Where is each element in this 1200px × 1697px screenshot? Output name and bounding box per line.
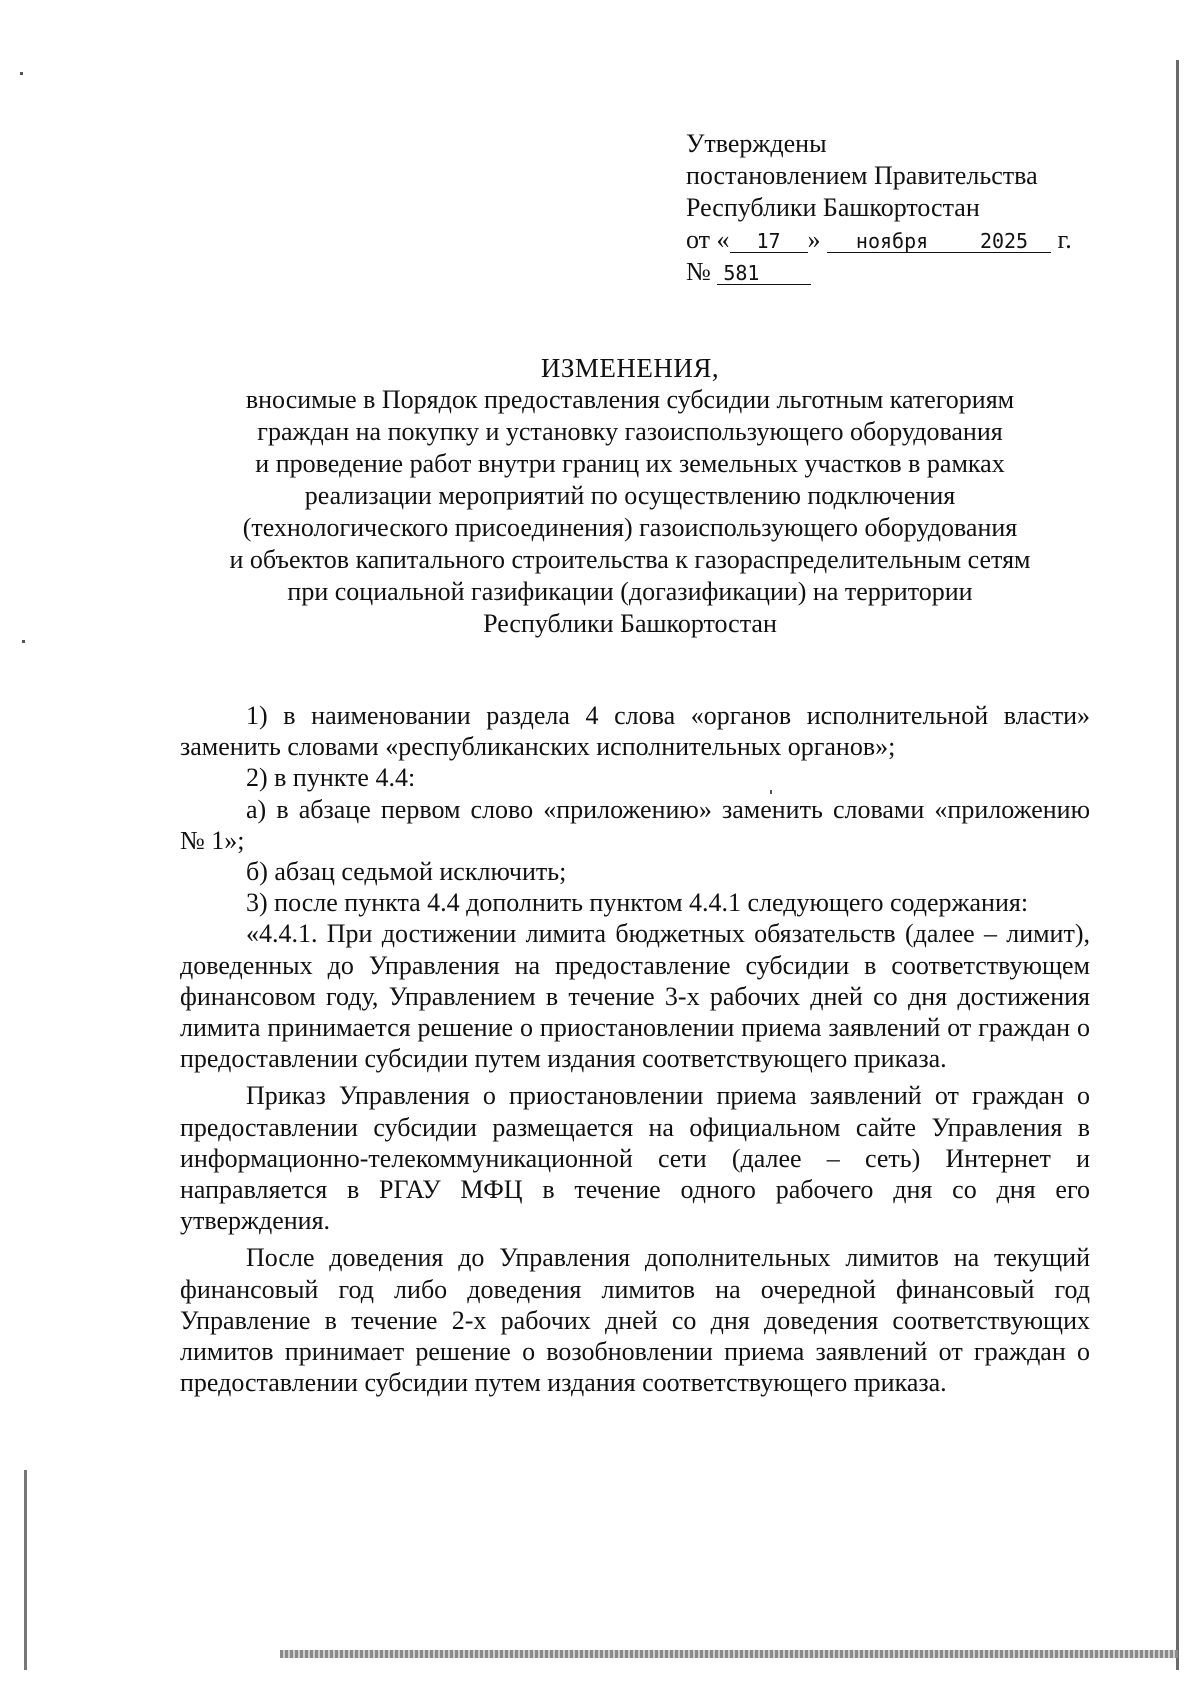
scan-edge-left xyxy=(24,1470,27,1670)
body-paragraph: 3) после пункта 4.4 дополнить пунктом 4.4.1 следующего содержания: xyxy=(246,888,1029,918)
body-paragraph: 2) в пункте 4.4: xyxy=(246,763,416,793)
approval-number-line xyxy=(686,256,1072,288)
approval-line-2: постановлением Правительства xyxy=(686,161,1038,190)
number-prefix: № xyxy=(686,257,711,286)
approval-line-1: Утверждены xyxy=(686,129,827,158)
heading-line: и объектов капитального строительства к газораспределительным сетям xyxy=(229,545,1031,574)
document-heading xyxy=(170,352,1090,640)
heading-line: реализации мероприятий по осуществлению подключения xyxy=(304,481,956,510)
date-suffix: г. xyxy=(1057,225,1072,254)
scan-speck xyxy=(22,640,25,643)
date-month-field: ноября xyxy=(827,230,957,253)
date-mid: » xyxy=(807,225,821,254)
approval-block xyxy=(686,128,1072,288)
date-day-field: 17 xyxy=(730,230,808,253)
scan-edge-bottom xyxy=(280,1650,1178,1658)
approval-date-line xyxy=(686,224,1072,256)
approval-line-3: Республики Башкортостан xyxy=(686,193,980,222)
heading-line: вносимые в Порядок предоставления субсидии льготным категориям xyxy=(245,385,1015,414)
scan-speck xyxy=(20,72,23,75)
date-year-field: 2025 xyxy=(957,230,1051,253)
heading-line: (технологического присоединения) газоиспользующего оборудования xyxy=(242,513,1018,542)
document-title: ИЗМЕНЕНИЯ, xyxy=(540,353,720,383)
number-field: 581 xyxy=(717,262,811,285)
heading-line: Республики Башкортостан xyxy=(483,609,777,638)
heading-line: граждан на покупку и установку газоиспользующего оборудования xyxy=(257,417,1003,446)
body-paragraph: Приказ Управления о приостановлении приема заявлений от граждан о предоставлении субсидии размещается на официальном сайте Управления в информационно-телекоммуникационной сети (далее – сеть) Интернет и направляется в РГАУ МФЦ в течение одного рабочего дня со дня его утверждения. xyxy=(180,1081,1090,1236)
body-paragraph: б) абзац седьмой исключить; xyxy=(246,857,567,887)
body-paragraph: а) в абзаце первом слово «приложению» заменить словами «приложению № 1»; xyxy=(180,794,1090,855)
document-body xyxy=(180,700,1090,1398)
heading-line: при социальной газификации (догазификации) на территории xyxy=(287,577,973,606)
body-paragraph: 1) в наименовании раздела 4 слова «органов исполнительной власти» заменить словами «республиканских исполнительных органов»; xyxy=(180,701,1090,762)
scan-edge-right xyxy=(1176,60,1179,1670)
heading-line: и проведение работ внутри границ их земельных участков в рамках xyxy=(255,449,1005,478)
date-prefix: от « xyxy=(686,225,730,254)
body-paragraph: После доведения до Управления дополнительных лимитов на текущий финансовый год либо доведения лимитов на очередной финансовый год Управление в течение 2-х рабочих дней со дня доведения соответствующих лимитов принимает решение о возобновлении приема заявлений от граждан о предоставлении субсидии путем издания соответствующего приказа. xyxy=(180,1243,1090,1398)
body-paragraph: «4.4.1. При достижении лимита бюджетных обязательств (далее – лимит), доведенных до Управления на предоставление субсидии в соответствующем финансовом году, Управлением в течение 3-х рабочих дней со дня достижения лимита принимается решение о приостановлении приема заявлений от граждан о предоставлении субсидии путем издания соответствующего приказа. xyxy=(180,919,1090,1074)
